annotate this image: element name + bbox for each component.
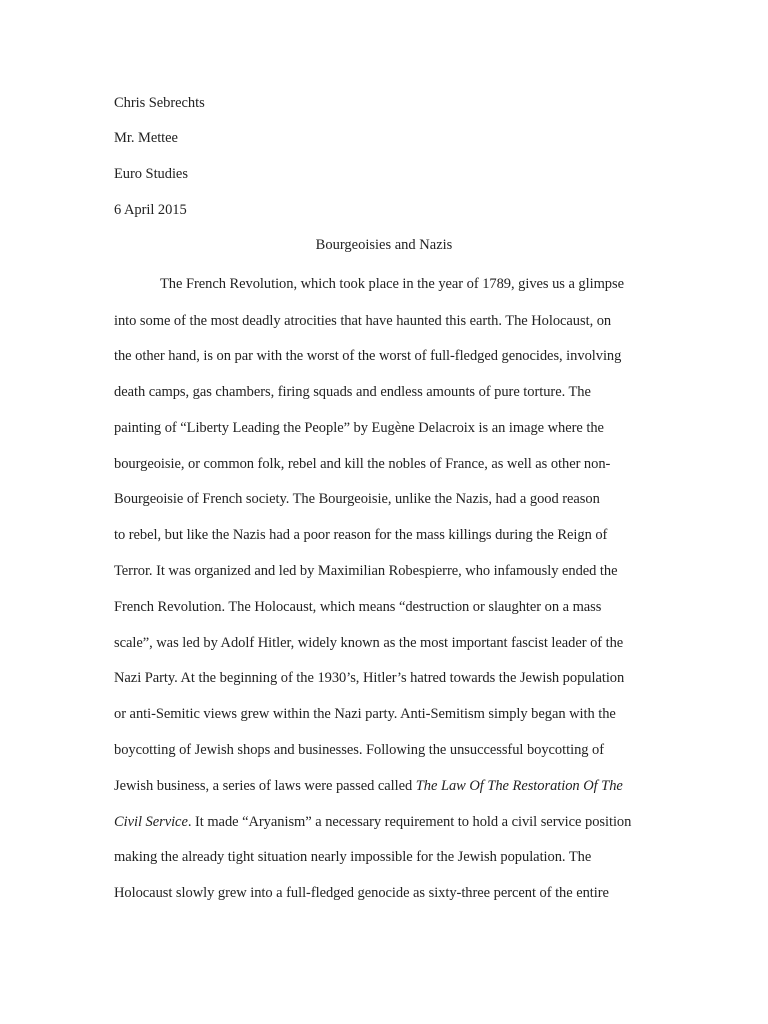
- teacher-name: Mr. Mettee: [114, 130, 178, 146]
- body-line: The French Revolution, which took place in the year of 1789, gives us a glimpse: [160, 276, 624, 292]
- body-line: painting of “Liberty Leading the People” by Eugène Delacroix is an image where the: [114, 420, 604, 436]
- body-line: scale”, was led by Adolf Hitler, widely known as the most important fascist leader of the: [114, 635, 624, 651]
- body-line: death camps, gas chambers, firing squads and endless amounts of pure torture. The: [114, 384, 591, 400]
- body-line: French Revolution. The Holocaust, which means “destruction or slaughter on a mass: [114, 599, 602, 615]
- body-line: Nazi Party. At the beginning of the 1930’s, Hitler’s hatred towards the Jewish population: [114, 670, 625, 686]
- body-line: making the already tight situation nearly impossible for the Jewish population. The: [114, 849, 592, 865]
- law-title-italic: Civil Service: [114, 814, 188, 830]
- body-line: Holocaust slowly grew into a full-fledged genocide as sixty-three percent of the entire: [114, 885, 609, 901]
- body-line: to rebel, but like the Nazis had a poor reason for the mass killings during the Reign of: [114, 527, 608, 543]
- essay-title: Bourgeoisies and Nazis: [315, 237, 453, 253]
- body-line: or anti-Semitic views grew within the Nazi party. Anti-Semitism simply began with the: [114, 706, 616, 722]
- body-line: [114, 777, 623, 795]
- body-line: into some of the most deadly atrocities that have haunted this earth. The Holocaust, on: [114, 313, 612, 329]
- essay-date: 6 April 2015: [114, 202, 187, 218]
- body-line: Terror. It was organized and led by Maximilian Robespierre, who infamously ended the: [114, 563, 618, 579]
- body-text: . It made “Aryanism” a necessary requirement to hold a civil service position: [187, 814, 632, 830]
- body-line: Bourgeoisie of French society. The Bourgeoisie, unlike the Nazis, had a good reason: [114, 491, 600, 507]
- author-name: Chris Sebrechts: [114, 95, 205, 111]
- body-line: [114, 813, 631, 831]
- course-name: Euro Studies: [114, 166, 188, 182]
- body-text: Jewish business, a series of laws were passed called: [114, 778, 416, 794]
- body-line: boycotting of Jewish shops and businesses. Following the unsuccessful boycotting of: [114, 742, 605, 758]
- body-line: bourgeoisie, or common folk, rebel and kill the nobles of France, as well as other non-: [114, 456, 611, 472]
- law-title-italic: The Law Of The Restoration Of The: [415, 778, 623, 794]
- body-line: the other hand, is on par with the worst of the worst of full-fledged genocides, involving: [114, 348, 622, 364]
